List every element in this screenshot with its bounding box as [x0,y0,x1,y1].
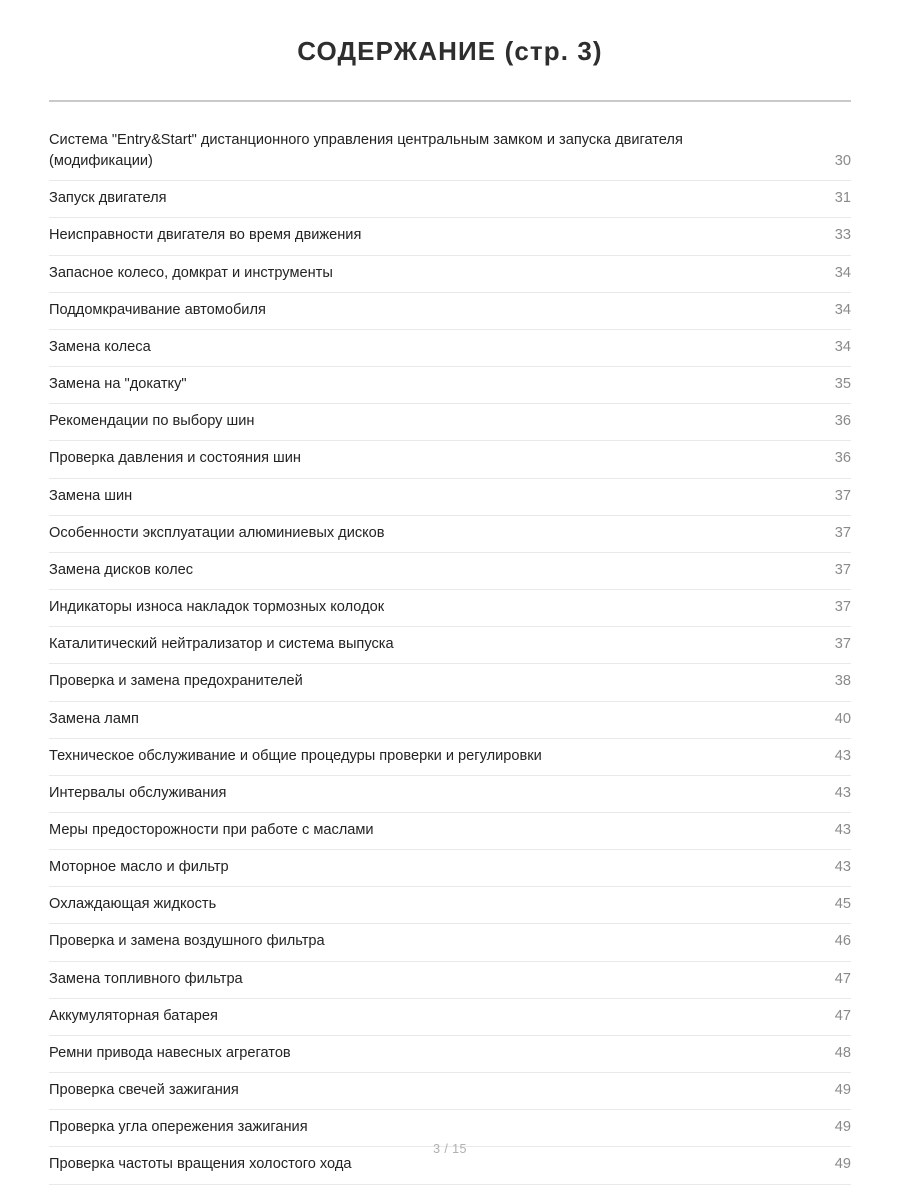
toc-entry-label: Техническое обслуживание и общие процедуры проверки и регулировки [49,747,542,764]
toc-entry-page-number: 34 [834,338,851,355]
toc-entry[interactable] [49,664,851,701]
toc-entry-label: Особенности эксплуатации алюминиевых дисков [49,524,385,541]
toc-entry-label: Запуск двигателя [49,190,167,207]
toc-entry-label: Система "Entry&Start" дистанционного управления центральным замком и запуска двигателя (модификации) [49,132,683,170]
toc-entry[interactable] [49,850,851,887]
toc-entry-page-number: 34 [834,301,851,318]
toc-entry-page-number: 34 [834,264,851,281]
toc-entry[interactable] [49,367,851,404]
toc-entry-label: Меры предосторожности при работе с маслами [49,821,374,838]
toc-entry-label: Проверка давления и состояния шин [49,450,301,467]
toc-entry-label: Интервалы обслуживания [49,784,227,801]
toc-entry[interactable] [49,218,851,255]
toc-entry-label: Запасное колесо, домкрат и инструменты [49,264,333,281]
toc-entry-label: Проверка частоты вращения холостого хода [49,1156,352,1173]
page-title: СОДЕРЖАНИЕ (стр. 3) [297,36,603,66]
toc-entry-page-number: 36 [834,450,851,467]
table-of-contents-list [49,123,851,1185]
toc-entry-label: Замена дисков колес [49,561,194,578]
toc-entry-page-number: 37 [834,561,851,578]
toc-entry[interactable] [49,330,851,367]
toc-entry-page-number: 46 [834,933,851,950]
toc-entry[interactable] [49,627,851,664]
toc-entry-page-number: 37 [834,636,851,653]
toc-entry-page-number: 36 [834,413,851,430]
toc-entry[interactable] [49,256,851,293]
toc-entry[interactable] [49,813,851,850]
toc-entry-label: Замена топливного фильтра [49,970,243,987]
toc-entry-page-number: 37 [834,487,851,504]
toc-entry-page-number: 37 [834,599,851,616]
toc-entry-label: Поддомкрачивание автомобиля [49,301,266,318]
toc-entry-label: Моторное масло и фильтр [49,859,229,876]
toc-entry[interactable] [49,441,851,478]
toc-entry[interactable] [49,1073,851,1110]
toc-entry[interactable] [49,479,851,516]
header-divider [49,100,851,102]
toc-entry[interactable] [49,702,851,739]
toc-entry[interactable] [49,181,851,218]
toc-entry-page-number: 35 [834,376,851,393]
page-footer: 3 / 15 [433,1142,467,1156]
toc-entry-page-number: 40 [834,710,851,727]
toc-entry-page-number: 49 [834,1082,851,1099]
toc-entry-label: Замена колеса [49,338,151,355]
toc-entry-label: Замена на "докатку" [49,376,187,393]
toc-entry-label: Замена шин [49,487,133,504]
toc-entry-page-number: 37 [834,524,851,541]
toc-entry-label: Проверка угла опережения зажигания [49,1119,308,1136]
toc-entry-page-number: 49 [834,1119,851,1136]
toc-entry-page-number: 30 [834,153,851,170]
toc-entry-page-number: 47 [834,1007,851,1024]
toc-entry[interactable] [49,999,851,1036]
toc-entry-page-number: 38 [834,673,851,690]
toc-entry-page-number: 47 [834,970,851,987]
toc-entry-page-number: 43 [834,821,851,838]
toc-entry[interactable] [49,739,851,776]
toc-entry[interactable] [49,553,851,590]
toc-entry-label: Проверка свечей зажигания [49,1082,239,1099]
toc-entry-page-number: 43 [834,784,851,801]
toc-entry-label: Аккумуляторная батарея [49,1007,218,1024]
toc-entry[interactable] [49,924,851,961]
toc-entry-label: Охлаждающая жидкость [49,896,217,913]
toc-entry-label: Замена ламп [49,710,139,727]
toc-entry-label: Проверка и замена воздушного фильтра [49,933,325,950]
toc-entry-label: Неисправности двигателя во время движения [49,227,362,244]
toc-entry[interactable] [49,776,851,813]
toc-entry[interactable] [49,404,851,441]
toc-entry[interactable] [49,293,851,330]
toc-entry-label: Рекомендации по выбору шин [49,413,255,430]
toc-entry-label: Каталитический нейтрализатор и система выпуска [49,636,394,653]
toc-entry-label: Проверка и замена предохранителей [49,673,303,690]
toc-entry-page-number: 33 [834,227,851,244]
toc-entry[interactable] [49,123,851,181]
toc-entry-label: Индикаторы износа накладок тормозных колодок [49,599,385,616]
toc-entry[interactable] [49,590,851,627]
toc-entry[interactable] [49,1036,851,1073]
toc-entry-page-number: 49 [834,1156,851,1173]
toc-entry[interactable] [49,962,851,999]
toc-entry-page-number: 48 [834,1044,851,1061]
toc-entry-page-number: 43 [834,747,851,764]
toc-entry-page-number: 45 [834,896,851,913]
toc-entry-page-number: 31 [834,190,851,207]
toc-entry-label: Ремни привода навесных агрегатов [49,1044,291,1061]
toc-entry[interactable] [49,887,851,924]
toc-entry-page-number: 43 [834,859,851,876]
toc-entry[interactable] [49,516,851,553]
